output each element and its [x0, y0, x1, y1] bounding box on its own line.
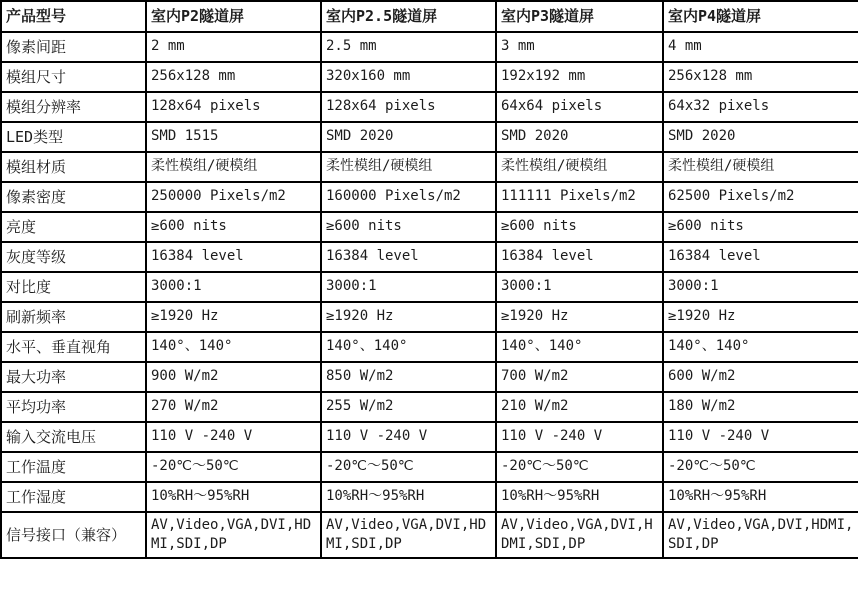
spec-cell: 3 mm: [496, 32, 663, 62]
spec-cell: 192x192 mm: [496, 62, 663, 92]
row-label: 模组尺寸: [1, 62, 146, 92]
spec-cell: SMD 2020: [496, 122, 663, 152]
spec-cell: 10%RH～95%RH: [146, 482, 321, 512]
column-header-product-model: 产品型号: [1, 1, 146, 32]
row-label: 水平、垂直视角: [1, 332, 146, 362]
spec-cell: ≥600 nits: [146, 212, 321, 242]
row-label: LED类型: [1, 122, 146, 152]
spec-cell: 柔性模组/硬模组: [663, 152, 858, 182]
row-label: 像素间距: [1, 32, 146, 62]
row-label: 工作湿度: [1, 482, 146, 512]
spec-cell: 10%RH～95%RH: [321, 482, 496, 512]
row-label: 灰度等级: [1, 242, 146, 272]
spec-cell: 210 W/m2: [496, 392, 663, 422]
table-row: [1, 92, 858, 122]
spec-cell: 255 W/m2: [321, 392, 496, 422]
spec-cell: ≥600 nits: [496, 212, 663, 242]
table-row: [1, 332, 858, 362]
spec-cell: 180 W/m2: [663, 392, 858, 422]
spec-cell: 4 mm: [663, 32, 858, 62]
spec-cell: 270 W/m2: [146, 392, 321, 422]
spec-cell: 110 V -240 V: [321, 422, 496, 452]
spec-cell: 320x160 mm: [321, 62, 496, 92]
spec-cell: -20℃～50℃: [321, 452, 496, 482]
table-row: [1, 302, 858, 332]
spec-cell: AV,Video,VGA,DVI,HDMI,SDI,DP: [496, 512, 663, 558]
table-row: [1, 212, 858, 242]
spec-cell: AV,Video,VGA,DVI,HDMI,SDI,DP: [663, 512, 858, 558]
spec-cell: ≥600 nits: [321, 212, 496, 242]
table-row: [1, 512, 858, 558]
spec-cell: ≥1920 Hz: [321, 302, 496, 332]
row-label: 工作温度: [1, 452, 146, 482]
spec-cell: AV,Video,VGA,DVI,HDMI,SDI,DP: [321, 512, 496, 558]
spec-cell: 10%RH～95%RH: [663, 482, 858, 512]
spec-cell: ≥600 nits: [663, 212, 858, 242]
table-row: [1, 272, 858, 302]
spec-cell: 64x32 pixels: [663, 92, 858, 122]
row-label: 输入交流电压: [1, 422, 146, 452]
spec-cell: ≥1920 Hz: [663, 302, 858, 332]
column-header-p4: 室内P4隧道屏: [663, 1, 858, 32]
spec-cell: 111111 Pixels/m2: [496, 182, 663, 212]
table-row: [1, 452, 858, 482]
spec-cell: 600 W/m2: [663, 362, 858, 392]
table-row: [1, 182, 858, 212]
spec-cell: 柔性模组/硬模组: [496, 152, 663, 182]
spec-cell: 110 V -240 V: [663, 422, 858, 452]
spec-cell: 128x64 pixels: [321, 92, 496, 122]
table-row: [1, 62, 858, 92]
spec-cell: 2.5 mm: [321, 32, 496, 62]
spec-cell: 256x128 mm: [663, 62, 858, 92]
table-row: [1, 422, 858, 452]
spec-cell: 10%RH～95%RH: [496, 482, 663, 512]
table-row: [1, 242, 858, 272]
spec-cell: 2 mm: [146, 32, 321, 62]
spec-cell: 140°、140°: [663, 332, 858, 362]
spec-cell: SMD 2020: [321, 122, 496, 152]
spec-cell: 3000:1: [496, 272, 663, 302]
column-header-p3: 室内P3隧道屏: [496, 1, 663, 32]
spec-cell: 16384 level: [496, 242, 663, 272]
spec-cell: 850 W/m2: [321, 362, 496, 392]
spec-cell: 64x64 pixels: [496, 92, 663, 122]
spec-cell: 16384 level: [321, 242, 496, 272]
spec-cell: -20℃～50℃: [146, 452, 321, 482]
spec-cell: 62500 Pixels/m2: [663, 182, 858, 212]
spec-cell: 3000:1: [321, 272, 496, 302]
spec-cell: 3000:1: [663, 272, 858, 302]
table-row: [1, 482, 858, 512]
header-row: [1, 1, 858, 32]
row-label: 亮度: [1, 212, 146, 242]
table-row: [1, 32, 858, 62]
spec-cell: 柔性模组/硬模组: [146, 152, 321, 182]
spec-cell: -20℃～50℃: [663, 452, 858, 482]
row-label: 信号接口（兼容）: [1, 512, 146, 558]
table-row: [1, 362, 858, 392]
table-row: [1, 152, 858, 182]
spec-cell: 250000 Pixels/m2: [146, 182, 321, 212]
spec-cell: 16384 level: [146, 242, 321, 272]
table-body: [1, 32, 858, 558]
row-label: 模组分辨率: [1, 92, 146, 122]
spec-cell: 3000:1: [146, 272, 321, 302]
row-label: 平均功率: [1, 392, 146, 422]
row-label: 模组材质: [1, 152, 146, 182]
spec-cell: AV,Video,VGA,DVI,HDMI,SDI,DP: [146, 512, 321, 558]
row-label: 像素密度: [1, 182, 146, 212]
column-header-p2: 室内P2隧道屏: [146, 1, 321, 32]
spec-cell: SMD 1515: [146, 122, 321, 152]
spec-cell: 140°、140°: [321, 332, 496, 362]
spec-cell: SMD 2020: [663, 122, 858, 152]
column-header-p2-5: 室内P2.5隧道屏: [321, 1, 496, 32]
spec-cell: 160000 Pixels/m2: [321, 182, 496, 212]
spec-cell: ≥1920 Hz: [146, 302, 321, 332]
spec-cell: 140°、140°: [496, 332, 663, 362]
spec-cell: 700 W/m2: [496, 362, 663, 392]
row-label: 对比度: [1, 272, 146, 302]
table-row: [1, 122, 858, 152]
spec-cell: 256x128 mm: [146, 62, 321, 92]
spec-cell: 110 V -240 V: [146, 422, 321, 452]
table-row: [1, 392, 858, 422]
spec-cell: -20℃～50℃: [496, 452, 663, 482]
spec-cell: 128x64 pixels: [146, 92, 321, 122]
row-label: 刷新频率: [1, 302, 146, 332]
spec-cell: 110 V -240 V: [496, 422, 663, 452]
spec-cell: 16384 level: [663, 242, 858, 272]
spec-cell: 140°、140°: [146, 332, 321, 362]
spec-cell: 900 W/m2: [146, 362, 321, 392]
spec-cell: ≥1920 Hz: [496, 302, 663, 332]
row-label: 最大功率: [1, 362, 146, 392]
spec-cell: 柔性模组/硬模组: [321, 152, 496, 182]
